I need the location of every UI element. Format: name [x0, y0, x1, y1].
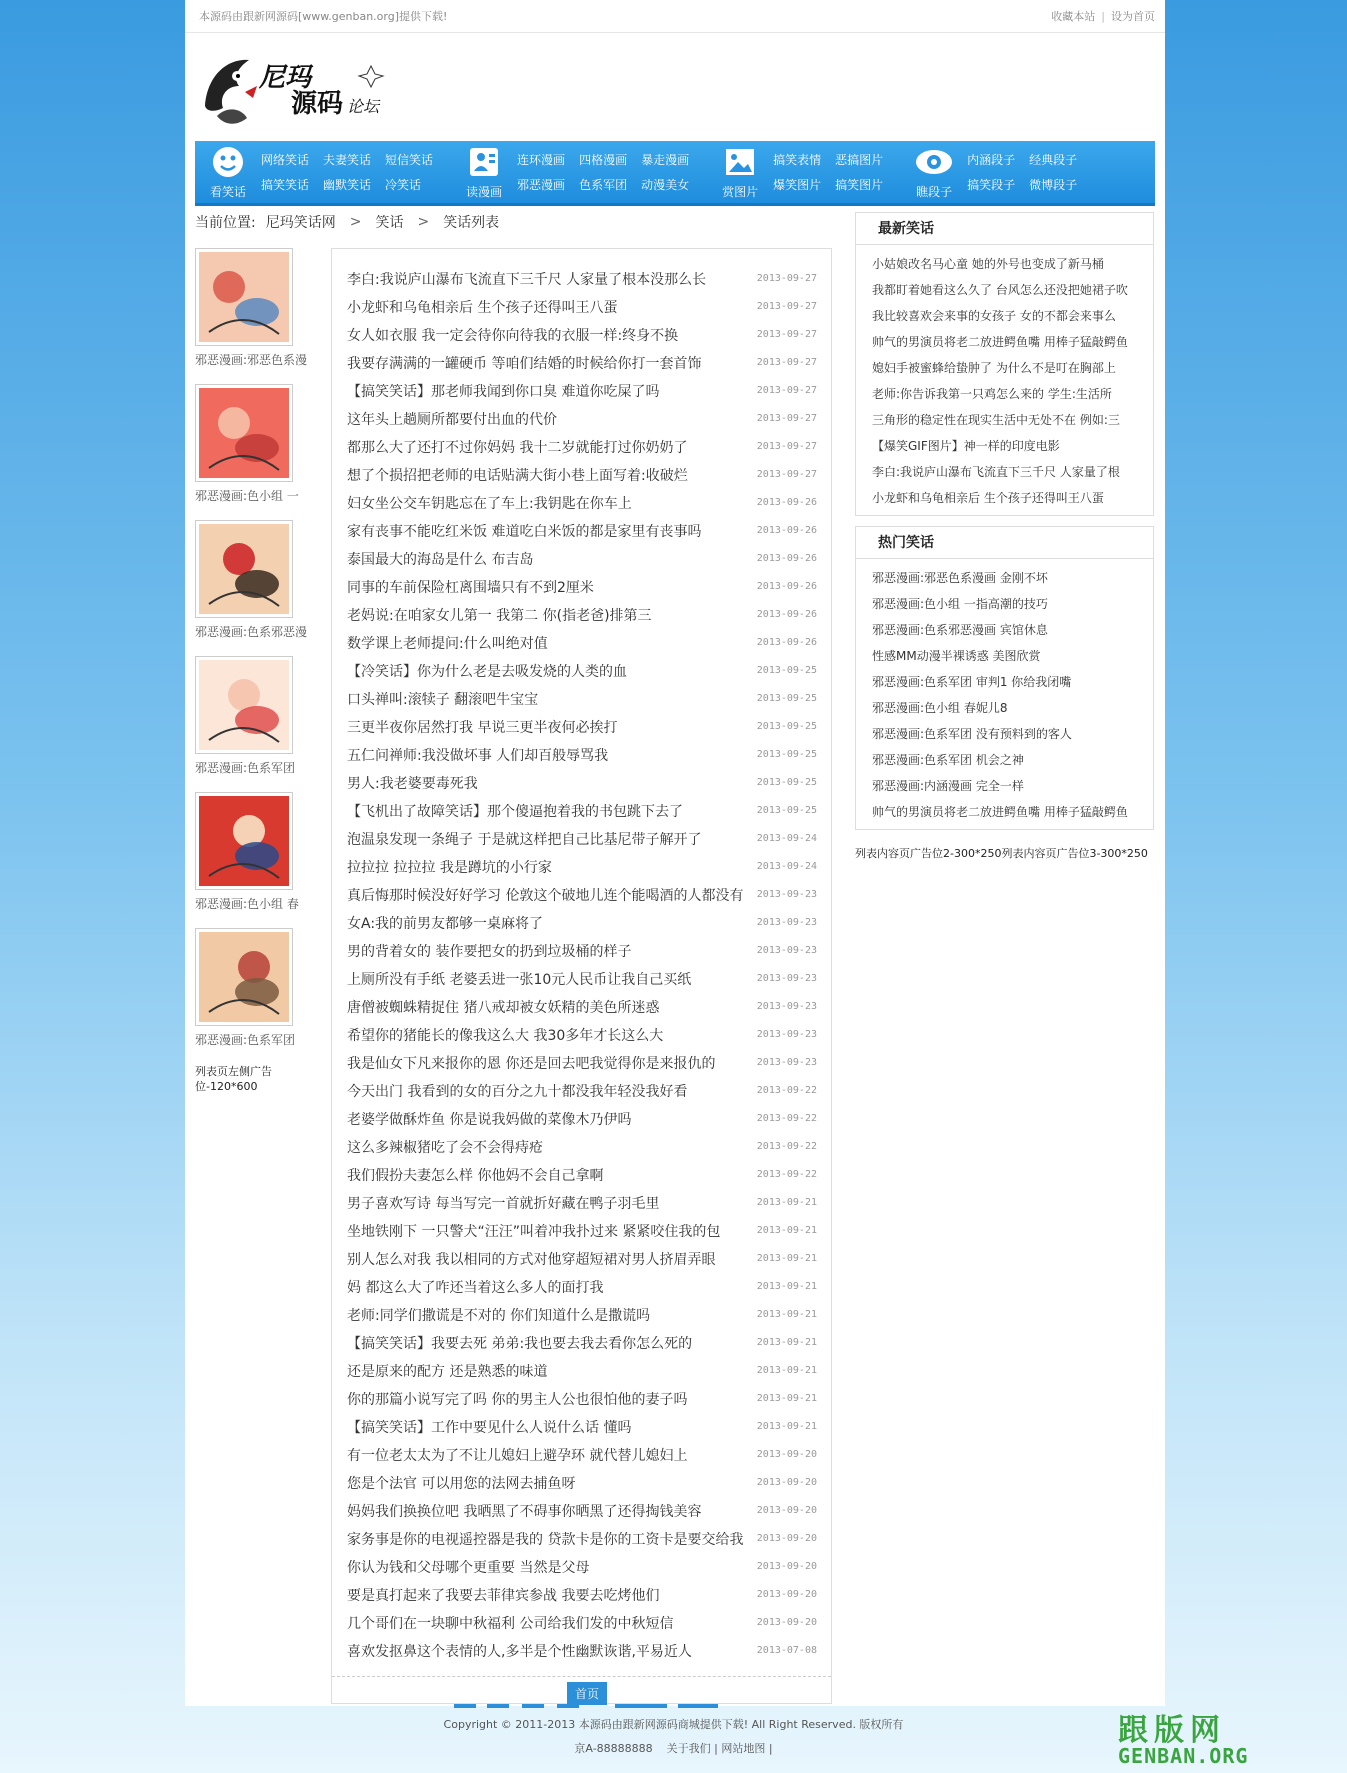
joke-date: 2013-09-26: [756, 553, 817, 564]
page-button[interactable]: [454, 1704, 476, 1708]
joke-row: [347, 1133, 817, 1161]
joke-title-link[interactable]: 有一位老太太为了不让儿媳妇上避孕环 就代替儿媳妇上: [347, 1447, 688, 1464]
joke-title-link[interactable]: 我要存满满的一罐硬币 等咱们结婚的时候给你打一套首饰: [347, 355, 702, 372]
logo-mark: 尼玛: [259, 63, 312, 93]
joke-title-link[interactable]: 今天出门 我看到的女的百分之九十都没我年轻没我好看: [347, 1083, 688, 1100]
joke-row: [347, 1189, 817, 1217]
joke-date: 2013-09-26: [756, 581, 817, 592]
joke-title-link[interactable]: 家有丧事不能吃红米饭 难道吃白米饭的都是家里有丧事吗: [347, 523, 702, 540]
top-links: [1051, 8, 1155, 24]
joke-date: 2013-09-23: [756, 945, 817, 956]
nav-section-label: 瞧段子: [916, 184, 953, 199]
joke-title-link[interactable]: 【搞笑笑话】那老师我闻到你口臭 难道你吃屎了吗: [347, 383, 660, 400]
about-us-link[interactable]: 关于我们: [666, 1742, 711, 1755]
add-favorite-link[interactable]: 收藏本站: [1051, 10, 1096, 23]
joke-row: [347, 1469, 817, 1497]
joke-title-link[interactable]: 【飞机出了故障笑话】那个傻逼抱着我的书包跳下去了: [347, 803, 683, 820]
nav-section-label: 赏图片: [722, 184, 759, 199]
joke-row: [347, 1301, 817, 1329]
latest-joke-link[interactable]: 老师:你告诉我第一只鸡怎么来的 学生:生活所: [872, 387, 1112, 401]
joke-title-link[interactable]: 妈 都这么大了咋还当着这么多人的面打我: [347, 1279, 604, 1296]
joke-date: 2013-09-23: [756, 917, 817, 928]
comic-item[interactable]: [195, 384, 299, 504]
joke-date: 2013-09-21: [756, 1365, 817, 1376]
sitemap-link[interactable]: 网站地图: [721, 1742, 766, 1755]
breadcrumb-home[interactable]: 尼玛笑话网: [265, 215, 336, 231]
joke-row: [347, 489, 817, 517]
hot-joke-link[interactable]: 邪恶漫画:色系军团 审判1 你给我闭嘴: [872, 675, 1072, 689]
joke-row: [347, 881, 817, 909]
nav-links: [773, 151, 901, 193]
joke-row: [347, 321, 817, 349]
nav-section-label: 看笑话: [209, 184, 246, 199]
joke-row: [347, 685, 817, 713]
nav-link[interactable]: 恶搞图片: [835, 153, 884, 167]
eye-icon: [917, 145, 951, 179]
nav-group: [451, 141, 707, 203]
joke-row: [347, 993, 817, 1021]
joke-date: 2013-09-25: [756, 777, 817, 788]
footer-icp: 京A-88888888: [574, 1742, 653, 1755]
picture-icon: [723, 145, 757, 179]
comic-item[interactable]: [195, 656, 295, 776]
joke-date: 2013-09-20: [756, 1617, 817, 1628]
joke-date: 2013-09-20: [756, 1589, 817, 1600]
joke-row: [347, 1217, 817, 1245]
joke-date: 2013-09-27: [756, 413, 817, 424]
joke-date: 2013-09-26: [756, 637, 817, 648]
hot-joke-link[interactable]: 邪恶漫画:色系邪恶漫画 宾馆休息: [872, 623, 1048, 637]
joke-date: 2013-09-25: [756, 805, 817, 816]
top-bar: [185, 0, 1165, 33]
joke-date: 2013-07-08: [756, 1645, 817, 1656]
nav-link[interactable]: 内涵段子: [967, 153, 1016, 167]
joke-title-link[interactable]: 三更半夜你居然打我 早说三更半夜何必挨打: [347, 719, 618, 736]
joke-title-link[interactable]: 喜欢发抠鼻这个表情的人,多半是个性幽默诙谐,平易近人: [347, 1643, 692, 1660]
nav-link[interactable]: 搞笑笑话: [261, 178, 310, 192]
hot-jokes-box: [855, 526, 1154, 830]
joke-row: [347, 1525, 817, 1553]
nav-link[interactable]: 四格漫画: [579, 153, 628, 167]
joke-row: [347, 517, 817, 545]
nav-link[interactable]: 短信笑话: [385, 153, 434, 167]
joke-title-link[interactable]: 老妈说:在咱家女儿第一 我第二 你(指老爸)排第三: [347, 607, 652, 624]
nav-link[interactable]: 搞笑表情: [773, 153, 822, 167]
joke-title-link[interactable]: 男子喜欢写诗 每当写完一首就折好藏在鸭子羽毛里: [347, 1195, 660, 1212]
joke-date: 2013-09-21: [756, 1197, 817, 1208]
comic-title[interactable]: 邪恶漫画:邪恶色系漫: [195, 353, 308, 367]
joke-title-link[interactable]: 【搞笑笑话】我要去死 弟弟:我也要去我去看你怎么死的: [347, 1335, 693, 1352]
joke-date: 2013-09-23: [756, 973, 817, 984]
hot-jokes-title: 热门笑话: [856, 527, 1153, 559]
logo-text: 源码: [291, 89, 344, 119]
comic-item[interactable]: [195, 792, 299, 912]
joke-title-link[interactable]: 还是原来的配方 还是熟悉的味道: [347, 1363, 548, 1380]
hot-joke-link[interactable]: 邪恶漫画:色系军团 没有预料到的客人: [872, 727, 1072, 741]
breadcrumb-label: 当前位置:: [195, 215, 256, 231]
joke-row: [347, 349, 817, 377]
latest-joke-link[interactable]: 帅气的男演员将老二放进鳄鱼嘴 用棒子猛敲鳄鱼: [872, 335, 1128, 349]
joke-title-link[interactable]: 泡温泉发现一条绳子 于是就这样把自己比基尼带子解开了: [347, 831, 702, 848]
joke-date: 2013-09-20: [756, 1561, 817, 1572]
nav-link[interactable]: 色系军团: [579, 178, 628, 192]
joke-row: [347, 1105, 817, 1133]
nav-section-smiley[interactable]: [195, 141, 261, 203]
watermark-graphic: [1118, 1708, 1338, 1768]
site-logo[interactable]: [197, 46, 403, 132]
joke-date: 2013-09-22: [756, 1085, 817, 1096]
joke-row: [347, 433, 817, 461]
joke-row: [347, 853, 817, 881]
joke-row: [347, 1245, 817, 1273]
joke-title-link[interactable]: 【搞笑笑话】工作中要见什么人说什么话 懂吗: [347, 1419, 632, 1436]
nav-link[interactable]: 夫妻笑话: [323, 153, 372, 167]
nav-group: [707, 141, 901, 203]
joke-row: [347, 1497, 817, 1525]
joke-list: [332, 249, 831, 1665]
nav-link[interactable]: 暴走漫画: [641, 153, 690, 167]
right-ad-placeholder: 列表内容页广告位2-300*250列表内容页广告位3-300*250: [855, 847, 1148, 860]
joke-date: 2013-09-20: [756, 1533, 817, 1544]
joke-date: 2013-09-25: [756, 665, 817, 676]
nav-link[interactable]: 动漫美女: [641, 178, 690, 192]
joke-date: 2013-09-24: [756, 833, 817, 844]
joke-title-link[interactable]: 同事的车前保险杠离围墙只有不到2厘米: [347, 579, 594, 596]
page-button[interactable]: [557, 1704, 579, 1708]
latest-joke-link[interactable]: 小龙虾和乌龟相亲后 生个孩子还得叫王八蛋: [872, 491, 1104, 505]
joke-row: [347, 1637, 817, 1665]
joke-date: 2013-09-21: [756, 1225, 817, 1236]
joke-title-link[interactable]: 我们假扮夫妻怎么样 你他妈不会自己拿啊: [347, 1167, 604, 1184]
logo-graphic: [197, 46, 403, 132]
divider: |: [1101, 9, 1105, 23]
joke-row: [347, 1385, 817, 1413]
joke-row: [347, 293, 817, 321]
joke-date: 2013-09-27: [756, 273, 817, 284]
comic-title[interactable]: 邪恶漫画:色系邪恶漫: [195, 625, 308, 639]
joke-date: 2013-09-22: [756, 1169, 817, 1180]
joke-date: 2013-09-20: [756, 1505, 817, 1516]
joke-row: [347, 545, 817, 573]
joke-row: [347, 1161, 817, 1189]
nav-links: [967, 151, 1095, 193]
joke-date: 2013-09-21: [756, 1281, 817, 1292]
nav-link[interactable]: 经典段子: [1029, 153, 1078, 167]
joke-date: 2013-09-26: [756, 609, 817, 620]
left-ad-placeholder: 列表页左侧广告位-120*600: [195, 1065, 272, 1093]
nav-link[interactable]: 网络笑话: [261, 153, 310, 167]
joke-row: [347, 1357, 817, 1385]
joke-title-link[interactable]: 真后悔那时候没好好学习 伦敦这个破地儿连个能喝酒的人都没有: [347, 887, 744, 904]
joke-title-link[interactable]: 口头禅叫:滚犊子 翻滚吧牛宝宝: [347, 691, 539, 708]
joke-title-link[interactable]: 家务事是你的电视遥控器是我的 贷款卡是你的工资卡是要交给我: [347, 1531, 744, 1548]
joke-row: [347, 825, 817, 853]
comic-title[interactable]: 邪恶漫画:色系军团: [195, 1033, 296, 1047]
joke-title-link[interactable]: 您是个法官 可以用您的法网去捕鱼呀: [347, 1475, 576, 1492]
joke-title-link[interactable]: 你认为钱和父母哪个更重要 当然是父母: [347, 1559, 590, 1576]
divider: |: [768, 1742, 773, 1755]
main-nav: [195, 141, 1155, 206]
comic-thumbnail[interactable]: [195, 928, 293, 1026]
hot-joke-link[interactable]: 邪恶漫画:色小组 春妮儿8: [872, 701, 1008, 715]
comic-title[interactable]: 邪恶漫画:色系军团: [195, 761, 296, 775]
nav-link[interactable]: 幽默笑话: [323, 178, 372, 192]
joke-title-link[interactable]: 【冷笑话】你为什么老是去吸发烧的人类的血: [347, 663, 627, 680]
hot-jokes-list: [856, 559, 1153, 829]
latest-joke-link[interactable]: 我比较喜欢会来事的女孩子 女的不都会来事么: [872, 309, 1116, 323]
joke-row: [347, 657, 817, 685]
hot-joke-link[interactable]: 邪恶漫画:色系军团 机会之神: [872, 753, 1024, 767]
joke-row: [347, 377, 817, 405]
nav-link[interactable]: 搞笑段子: [967, 178, 1016, 192]
joke-date: 2013-09-23: [756, 889, 817, 900]
nav-links: [261, 151, 451, 193]
joke-row: [347, 741, 817, 769]
joke-title-link[interactable]: 五仁问禅师:我没做坏事 人们却百般辱骂我: [347, 747, 609, 764]
joke-title-link[interactable]: 妇女坐公交车钥匙忘在了车上:我钥匙在你车上: [347, 495, 632, 512]
joke-date: 2013-09-21: [756, 1309, 817, 1320]
joke-date: 2013-09-25: [756, 749, 817, 760]
latest-jokes-title: 最新笑话: [856, 213, 1153, 245]
joke-row: [347, 1077, 817, 1105]
joke-date: 2013-09-26: [756, 525, 817, 536]
footer-copyright: Copyright © 2011-2013 本源码由跟新网源码商城提供下载! All Right Reserved. 版权所有: [443, 1718, 904, 1731]
nav-section-label: 读漫画: [466, 184, 503, 199]
nav-links: [517, 151, 707, 193]
joke-title-link[interactable]: 李白:我说庐山瀑布飞流直下三千尺 人家量了根本没那么长: [347, 271, 707, 288]
hot-joke-link[interactable]: 帅气的男演员将老二放进鳄鱼嘴 用棒子猛敲鳄鱼: [872, 805, 1128, 819]
joke-date: 2013-09-21: [756, 1393, 817, 1404]
joke-row: [347, 405, 817, 433]
nav-section-eye[interactable]: [901, 141, 967, 203]
joke-title-link[interactable]: 想了个损招把老师的电话贴满大街小巷上面写着:收破烂: [347, 467, 688, 484]
genban-watermark: [1118, 1708, 1338, 1768]
joke-title-link[interactable]: 要是真打起来了我要去菲律宾参战 我要去吃烤他们: [347, 1587, 660, 1604]
joke-title-link[interactable]: 数学课上老师提问:什么叫绝对值: [347, 635, 548, 652]
joke-date: 2013-09-27: [756, 385, 817, 396]
comic-item[interactable]: [195, 520, 308, 640]
joke-title-link[interactable]: 拉拉拉 拉拉拉 我是蹲坑的小行家: [347, 859, 552, 876]
comic-reader-icon: [467, 145, 501, 179]
page-button[interactable]: [487, 1704, 509, 1708]
brand-en: GENBAN.ORG: [1118, 1744, 1249, 1768]
comic-thumbnail[interactable]: [195, 520, 293, 618]
joke-row: [347, 965, 817, 993]
left-column: [195, 248, 308, 1094]
latest-jokes-list: [856, 245, 1153, 515]
page-button[interactable]: [522, 1704, 544, 1708]
joke-date: 2013-09-27: [756, 329, 817, 340]
nav-link[interactable]: 邪恶漫画: [517, 178, 566, 192]
breadcrumb-jokes[interactable]: 笑话: [375, 215, 404, 231]
joke-title-link[interactable]: 泰国最大的海岛是什么 布吉岛: [347, 551, 534, 568]
comic-thumbnail[interactable]: [195, 792, 293, 890]
joke-date: 2013-09-20: [756, 1477, 817, 1488]
joke-row: [347, 1049, 817, 1077]
nav-link[interactable]: 连环漫画: [517, 153, 566, 167]
smiley-icon: [211, 145, 245, 179]
joke-row: [347, 1021, 817, 1049]
joke-row: [347, 573, 817, 601]
joke-row: [347, 1581, 817, 1609]
comic-thumbnail[interactable]: [195, 656, 293, 754]
joke-row: [347, 769, 817, 797]
hot-joke-link[interactable]: 性感MM动漫半裸诱惑 美图欣赏: [872, 649, 1041, 663]
hot-joke-link[interactable]: 邪恶漫画:内涵漫画 完全一样: [872, 779, 1024, 793]
joke-date: 2013-09-24: [756, 861, 817, 872]
comic-thumbnail[interactable]: [195, 248, 293, 346]
joke-date: 2013-09-22: [756, 1113, 817, 1124]
nav-link[interactable]: 搞笑图片: [835, 178, 884, 192]
joke-row: [347, 1413, 817, 1441]
latest-jokes-box: [855, 212, 1154, 516]
latest-joke-link[interactable]: 三角形的稳定性在现实生活中无处不在 例如:三: [872, 413, 1120, 427]
joke-title-link[interactable]: 妈妈我们换换位吧 我晒黑了不碍事你晒黑了还得掏钱美容: [347, 1503, 702, 1520]
joke-title-link[interactable]: 希望你的猪能长的像我这么大 我30多年才长这么大: [347, 1027, 664, 1044]
logo-sub: 论坛: [347, 97, 380, 116]
joke-row: [347, 265, 817, 293]
first-page-button[interactable]: 首页: [567, 1682, 607, 1705]
comic-item[interactable]: [195, 928, 295, 1048]
nav-link[interactable]: 爆笑图片: [773, 178, 822, 192]
breadcrumb-current: 笑话列表: [443, 215, 500, 231]
joke-date: 2013-09-21: [756, 1337, 817, 1348]
nav-group: [901, 141, 1095, 203]
comic-item[interactable]: [195, 248, 308, 368]
joke-title-link[interactable]: 你的那篇小说写完了吗 你的男主人公也很怕他的妻子吗: [347, 1391, 688, 1408]
joke-date: 2013-09-26: [756, 497, 817, 508]
joke-title-link[interactable]: 我是仙女下凡来报你的恩 你还是回去吧我觉得你是来报仇的: [347, 1055, 716, 1072]
joke-date: 2013-09-20: [756, 1449, 817, 1460]
joke-date: 2013-09-23: [756, 1057, 817, 1068]
nav-link[interactable]: 微博段子: [1029, 178, 1078, 192]
joke-row: [347, 1553, 817, 1581]
joke-row: [347, 461, 817, 489]
joke-title-link[interactable]: 上厕所没有手纸 老婆丢进一张10元人民币让我自己买纸: [347, 971, 692, 988]
set-homepage-link[interactable]: 设为首页: [1111, 10, 1155, 23]
joke-title-link[interactable]: 小龙虾和乌龟相亲后 生个孩子还得叫王八蛋: [347, 299, 618, 316]
joke-date: 2013-09-27: [756, 441, 817, 452]
top-notice: 本源码由跟新网源码[www.genban.org]提供下载!: [199, 10, 448, 23]
comic-title[interactable]: 邪恶漫画:色小组 一: [195, 489, 299, 503]
joke-title-link[interactable]: 这么多辣椒猪吃了会不会得痔疮: [347, 1139, 543, 1156]
joke-date: 2013-09-21: [756, 1253, 817, 1264]
joke-date: 2013-09-25: [756, 721, 817, 732]
joke-date: 2013-09-22: [756, 1141, 817, 1152]
comic-title[interactable]: 邪恶漫画:色小组 春: [195, 897, 299, 911]
nav-group: [195, 141, 451, 203]
joke-row: [347, 601, 817, 629]
joke-title-link[interactable]: 女A:我的前男友都够一桌麻将了: [347, 915, 544, 932]
nav-link[interactable]: 冷笑话: [385, 178, 422, 192]
joke-row: [347, 937, 817, 965]
joke-date: 2013-09-25: [756, 693, 817, 704]
joke-row: [347, 909, 817, 937]
latest-joke-link[interactable]: 小姑娘改名马心童 她的外号也变成了新马桶: [872, 257, 1104, 271]
breadcrumb: [195, 212, 499, 232]
hot-joke-link[interactable]: 邪恶漫画:色小组 一指高潮的技巧: [872, 597, 1048, 611]
joke-title-link[interactable]: 女人如衣服 我一定会待你向待我的衣服一样:终身不换: [347, 327, 679, 344]
joke-title-link[interactable]: 坐地铁刚下 一只警犬“汪汪”叫着冲我扑过来 紧紧咬住我的包: [347, 1223, 721, 1240]
joke-title-link[interactable]: 男人:我老婆要毒死我: [347, 775, 478, 792]
joke-title-link[interactable]: 老师:同学们撒谎是不对的 你们知道什么是撒谎吗: [347, 1307, 651, 1324]
joke-title-link[interactable]: 都那么大了还打不过你妈妈 我十二岁就能打过你奶奶了: [347, 439, 688, 456]
joke-date: 2013-09-27: [756, 301, 817, 312]
joke-row: [347, 1609, 817, 1637]
joke-title-link[interactable]: 这年头上趟厕所都要付出血的代价: [347, 411, 557, 428]
joke-list-box: [331, 248, 832, 1704]
joke-date: 2013-09-27: [756, 357, 817, 368]
joke-date: 2013-09-23: [756, 1001, 817, 1012]
joke-row: [347, 1441, 817, 1469]
joke-title-link[interactable]: 唐僧被蜘蛛精捉住 猪八戒却被女妖精的美色所迷惑: [347, 999, 660, 1016]
joke-row: [347, 797, 817, 825]
last-page-button[interactable]: [678, 1704, 718, 1708]
nav-section-picture[interactable]: [707, 141, 773, 203]
divider: |: [714, 1742, 718, 1755]
hot-joke-link[interactable]: 邪恶漫画:邪恶色系漫画 金刚不坏: [872, 571, 1048, 585]
joke-row: [347, 1273, 817, 1301]
joke-title-link[interactable]: 男的背着女的 装作要把女的扔到垃圾桶的样子: [347, 943, 632, 960]
page-container: [185, 0, 1165, 1706]
brand-cn: 跟版网: [1118, 1713, 1226, 1748]
joke-row: [347, 713, 817, 741]
latest-joke-link[interactable]: 媳妇手被蜜蜂给蛰肿了 为什么不是叮在胸部上: [872, 361, 1116, 375]
joke-title-link[interactable]: 老婆学做酥炸鱼 你是说我妈做的菜像木乃伊吗: [347, 1111, 632, 1128]
joke-title-link[interactable]: 几个哥们在一块聊中秋福利 公司给我们发的中秋短信: [347, 1615, 674, 1632]
joke-title-link[interactable]: 别人怎么对我 我以相同的方式对他穿超短裙对男人挤眉弄眼: [347, 1251, 716, 1268]
joke-row: [347, 1329, 817, 1357]
breadcrumb-arrow: >: [417, 214, 430, 230]
joke-row: [347, 629, 817, 657]
next-page-button[interactable]: [615, 1704, 667, 1708]
nav-section-comic-reader[interactable]: [451, 141, 517, 203]
comic-thumbnail[interactable]: [195, 384, 293, 482]
latest-joke-link[interactable]: 李白:我说庐山瀑布飞流直下三千尺 人家量了根: [872, 465, 1120, 479]
latest-joke-link[interactable]: 【爆笑GIF图片】神一样的印度电影: [872, 439, 1060, 453]
breadcrumb-arrow: >: [349, 214, 362, 230]
joke-date: 2013-09-27: [756, 469, 817, 480]
joke-date: 2013-09-23: [756, 1029, 817, 1040]
pagination: [332, 1676, 831, 1704]
latest-joke-link[interactable]: 我都盯着她看这么久了 台风怎么还没把她裙子吹: [872, 283, 1128, 297]
joke-date: 2013-09-21: [756, 1421, 817, 1432]
